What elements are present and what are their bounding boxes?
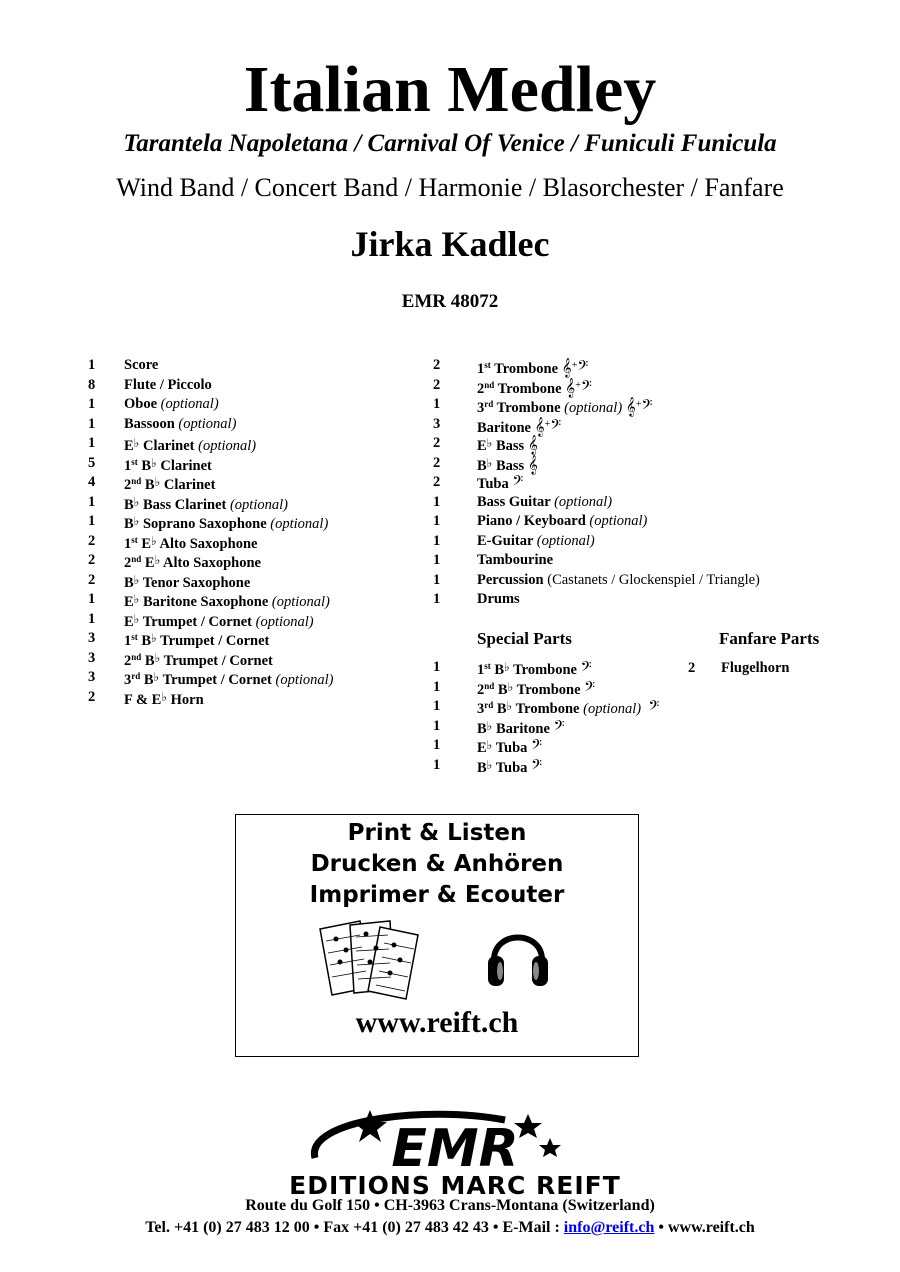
part-quantity: 1 <box>88 513 96 529</box>
promo-url[interactable]: www.reift.ch <box>355 1006 519 1039</box>
part-quantity: 1 <box>433 396 441 412</box>
part-quantity: 1 <box>433 532 441 549</box>
part-quantity: 1 <box>433 698 441 714</box>
contact-phone-fax: Tel. +41 (0) 27 483 12 00 • Fax +41 (0) 27 483 42 43 • E-Mail : <box>145 1219 564 1236</box>
part-name: B♭ Bass 𝄞 <box>477 454 538 474</box>
part-name: 1st B♭ Clarinet <box>124 455 212 474</box>
part-name: Bassoon (optional) <box>124 415 237 432</box>
part-name: Piano / Keyboard (optional) <box>477 513 648 529</box>
part-name: Percussion (Castanets / Glockenspiel / Triangle) <box>477 571 760 588</box>
part-name: 3rd Trombone (optional) 𝄞+𝄢 <box>477 397 653 416</box>
part-name: B♭ Tuba 𝄢 <box>477 756 542 776</box>
part-quantity: 2 <box>433 474 441 490</box>
part-quantity: 3 <box>433 415 441 432</box>
subtitle: Tarantela Napoletana / Carnival Of Venice / Funiculi Funicula <box>123 130 777 157</box>
part-quantity: 3 <box>88 649 96 666</box>
part-quantity: 4 <box>88 474 96 490</box>
part-quantity: 1 <box>433 737 441 753</box>
part-name: Flute / Piccolo <box>124 376 212 393</box>
part-name: 1st B♭ Trumpet / Cornet <box>124 631 270 649</box>
part-name: 1st B♭ Trombone 𝄢 <box>477 659 592 678</box>
instrumentation: Wind Band / Concert Band / Harmonie / Blasorchester / Fanfare <box>116 173 784 202</box>
part-name: 1st E♭ Alto Saxophone <box>124 533 258 552</box>
part-name: 2nd B♭ Trombone 𝄢 <box>477 678 596 698</box>
emr-logo-text: EMR <box>391 1119 519 1179</box>
composer: Jirka Kadlec <box>350 224 550 264</box>
part-name: Bass Guitar (optional) <box>477 493 613 510</box>
part-name: B♭ Bass Clarinet (optional) <box>124 494 288 513</box>
part-quantity: 1 <box>433 513 441 529</box>
part-name: 2nd E♭ Alto Saxophone <box>124 553 261 571</box>
part-name: Oboe (optional) <box>124 396 219 412</box>
part-name: E♭ Baritone Saxophone (optional) <box>124 592 330 610</box>
part-quantity: 1 <box>433 717 441 734</box>
part-name: 3rd B♭ Trumpet / Cornet (optional) <box>124 670 334 688</box>
part-quantity: 2 <box>88 552 96 568</box>
part-name: E♭ Tuba 𝄢 <box>477 737 542 756</box>
print-listen-box <box>235 814 639 1057</box>
part-name: Baritone 𝄞+𝄢 <box>477 416 562 436</box>
part-name: Tuba 𝄢 <box>477 473 524 492</box>
part-name: 2nd B♭ Clarinet <box>124 475 216 493</box>
part-quantity: 1 <box>88 610 96 627</box>
part-name: 2nd B♭ Trumpet / Cornet <box>124 650 273 669</box>
part-quantity: 2 <box>433 454 441 471</box>
part-name: Tambourine <box>477 552 554 568</box>
part-name: 3rd B♭ Trombone (optional) 𝄢 <box>477 698 660 717</box>
part-quantity: 2 <box>433 435 441 451</box>
catalog-number: EMR 48072 <box>401 291 499 312</box>
part-name: Score <box>124 357 159 373</box>
part-quantity: 1 <box>433 659 441 675</box>
part-quantity: 1 <box>88 435 96 451</box>
part-quantity: 3 <box>88 630 96 646</box>
part-name: Drums <box>477 591 520 607</box>
headphones-icon <box>486 920 550 990</box>
special-parts-heading: Special Parts <box>477 629 572 648</box>
contact-website: • www.reift.ch <box>654 1219 755 1236</box>
part-name: E-Guitar (optional) <box>477 532 595 549</box>
fanfare-parts-heading: Fanfare Parts <box>719 629 820 648</box>
publisher-address: Route du Golf 150 • CH-3963 Crans-Montana (Switzerland) <box>245 1197 655 1214</box>
part-quantity: 1 <box>88 396 96 412</box>
part-quantity: 8 <box>88 376 96 393</box>
part-name: Flugelhorn <box>721 660 790 676</box>
part-name: E♭ Clarinet (optional) <box>124 436 257 454</box>
email-link[interactable]: info@reift.ch <box>563 1219 655 1236</box>
emr-logo <box>245 1100 665 1200</box>
part-name: B♭ Soprano Saxophone (optional) <box>124 514 329 532</box>
part-quantity: 1 <box>88 493 96 510</box>
publisher-name: EDITIONS MARC REIFT <box>289 1171 621 1200</box>
part-quantity: 2 <box>88 688 96 705</box>
part-quantity: 2 <box>688 660 696 676</box>
part-quantity: 2 <box>88 571 96 588</box>
page-title: Italian Medley <box>243 53 657 126</box>
promo-line-fr: Imprimer & Ecouter <box>309 882 565 908</box>
part-quantity: 1 <box>433 591 441 607</box>
part-quantity: 1 <box>433 756 441 773</box>
part-quantity: 1 <box>88 415 96 432</box>
part-name: 2nd Trombone 𝄞+𝄢 <box>477 377 592 397</box>
part-quantity: 1 <box>88 591 96 607</box>
promo-line-en: Print & Listen <box>347 820 527 846</box>
part-name: E♭ Trumpet / Cornet (optional) <box>124 611 314 630</box>
part-quantity: 2 <box>433 357 441 373</box>
part-name: E♭ Bass 𝄞 <box>477 435 538 454</box>
part-quantity: 1 <box>433 552 441 568</box>
publisher-contact <box>0 1217 900 1239</box>
part-quantity: 5 <box>88 454 96 471</box>
part-quantity: 1 <box>433 678 441 695</box>
part-quantity: 1 <box>88 357 96 373</box>
part-quantity: 1 <box>433 493 441 510</box>
part-quantity: 2 <box>433 376 441 393</box>
part-quantity: 1 <box>433 571 441 588</box>
part-quantity: 2 <box>88 532 96 549</box>
part-name: B♭ Baritone 𝄢 <box>477 717 565 737</box>
part-name: 1st Trombone 𝄞+𝄢 <box>477 358 589 377</box>
part-name: F & E♭ Horn <box>124 689 204 708</box>
sheet-music-icon <box>316 915 428 1001</box>
promo-line-de: Drucken & Anhören <box>310 851 564 877</box>
part-quantity: 3 <box>88 669 96 685</box>
part-name: B♭ Tenor Saxophone <box>124 572 251 591</box>
